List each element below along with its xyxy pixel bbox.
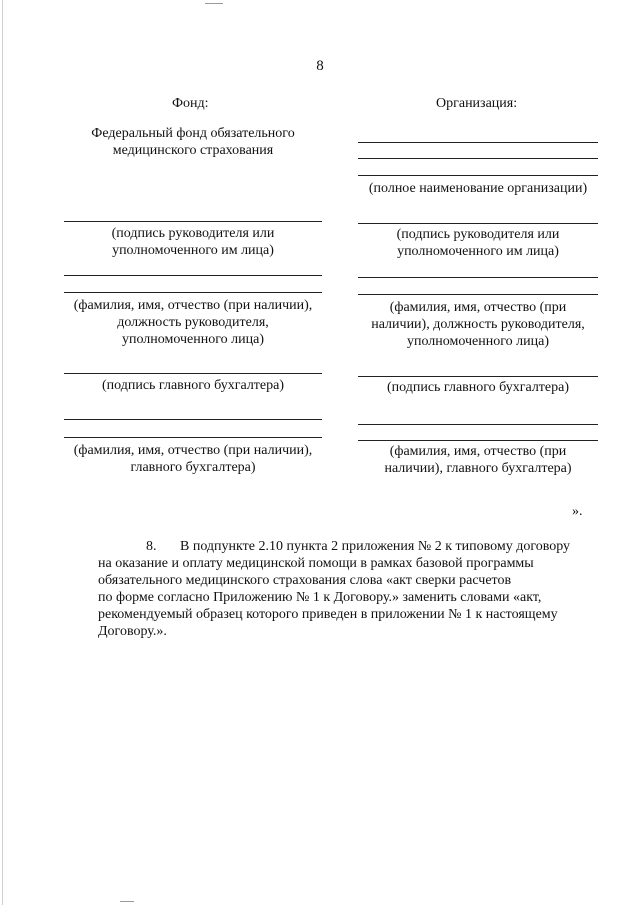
closing-quote: ». <box>572 504 583 519</box>
paragraph-line: на оказание и оплату медицинской помощи в рамках базовой программы <box>98 556 534 571</box>
paragraph-line: Договору.». <box>98 624 167 639</box>
organization-accountant-fio-caption-1: (фамилия, имя, отчество (при <box>389 444 567 459</box>
fund-head-fio-caption-3: уполномоченного лица) <box>122 332 264 347</box>
amendment-paragraph <box>98 538 588 640</box>
organization-heading: Организация: <box>436 96 518 111</box>
paragraph-first-line <box>98 538 588 555</box>
organization-head-fio-caption-2: наличии), должность руководителя, <box>371 317 585 332</box>
fund-name-line1: Федеральный фонд обязательного <box>91 126 295 141</box>
organization-head-fio-caption-1: (фамилия, имя, отчество (при <box>389 300 567 315</box>
scan-mark-top <box>205 3 223 4</box>
fund-heading: Фонд: <box>172 96 209 111</box>
organization-accountant-fio-line-1 <box>358 424 598 425</box>
scan-edge <box>2 0 3 905</box>
organization-accountant-signature-caption: (подпись главного бухгалтера) <box>386 380 570 395</box>
organization-name-line-1 <box>358 142 598 143</box>
organization-head-signature-line <box>358 223 598 224</box>
fund-head-signature-caption-1: (подпись руководителя или <box>111 226 275 241</box>
organization-head-fio-line-1 <box>358 277 598 278</box>
paragraph-line: рекомендуемый образец которого приведен в приложении № 1 к настоящему <box>98 607 558 622</box>
organization-head-fio-line-2 <box>358 294 598 295</box>
organization-full-name-caption: (полное наименование организации) <box>368 181 588 196</box>
organization-head-signature-caption-1: (подпись руководителя или <box>396 227 560 242</box>
fund-accountant-fio-line-1 <box>64 419 322 420</box>
scan-mark-bottom <box>120 901 134 902</box>
page-number: 8 <box>316 58 324 74</box>
organization-head-signature-caption-2: уполномоченного им лица) <box>397 244 559 259</box>
paragraph-number: 8. <box>146 539 157 554</box>
fund-accountant-fio-line-2 <box>64 437 322 438</box>
fund-head-fio-caption-1: (фамилия, имя, отчество (при наличии), <box>73 298 313 313</box>
organization-head-fio-caption-3: уполномоченного лица) <box>407 334 549 349</box>
organization-accountant-fio-caption-2: наличии), главного бухгалтера) <box>384 461 572 476</box>
fund-accountant-fio-caption-1: (фамилия, имя, отчество (при наличии), <box>73 443 313 458</box>
organization-name-line-2 <box>358 158 598 159</box>
fund-accountant-signature-caption: (подпись главного бухгалтера) <box>101 378 285 393</box>
fund-head-fio-caption-2: должность руководителя, <box>117 315 269 330</box>
organization-accountant-fio-line-2 <box>358 440 598 441</box>
fund-accountant-signature-line <box>64 373 322 374</box>
organization-accountant-signature-line <box>358 376 598 377</box>
fund-head-fio-line-1 <box>64 275 322 276</box>
fund-name-line2: медицинского страхования <box>112 143 274 158</box>
fund-accountant-fio-caption-2: главного бухгалтера) <box>130 460 256 475</box>
paragraph-line: по форме согласно Приложению № 1 к Договору.» заменить словами «акт, <box>98 590 542 605</box>
organization-name-line-3 <box>358 175 598 176</box>
paragraph-line: В подпункте 2.10 пункта 2 приложения № 2 к типовому договору <box>180 539 571 554</box>
fund-head-fio-line-2 <box>64 292 322 293</box>
fund-head-signature-caption-2: уполномоченного им лица) <box>112 243 274 258</box>
fund-head-signature-line <box>64 221 322 222</box>
paragraph-line: обязательного медицинского страхования слова «акт сверки расчетов <box>98 573 512 588</box>
